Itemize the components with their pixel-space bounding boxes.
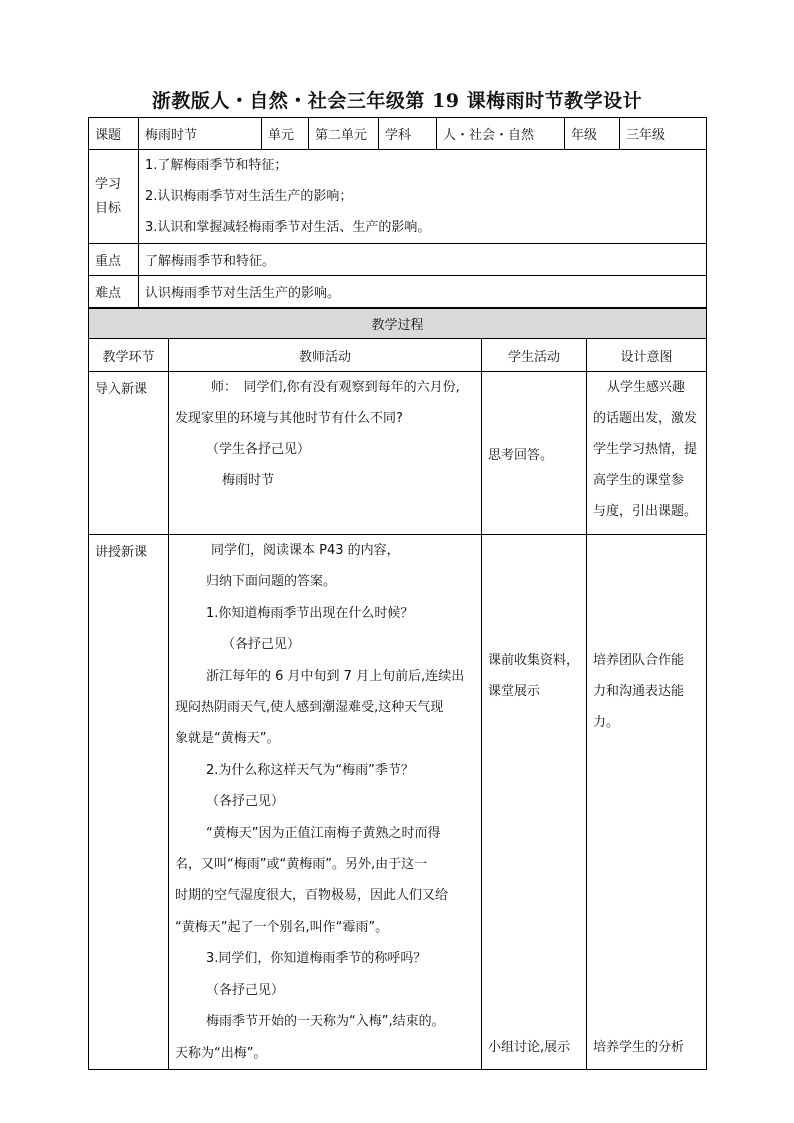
intro-intent: 从学生感兴趣 的话题出发，激发 学生学习热情，提 高学生的课堂参 与度，引出课题。	[587, 372, 707, 535]
subject-value: 人・社会・自然	[437, 118, 565, 150]
key-point-value: 了解梅雨季节和特征。	[139, 244, 707, 276]
teach-intent: 培养团队合作能 力和沟通表达能 力。 培养学生的分析	[587, 535, 707, 1070]
difficulty-label: 难点	[89, 276, 139, 308]
intro-student: 思考回答。	[482, 372, 587, 535]
process-band: 教学过程	[89, 309, 707, 339]
key-point-label: 重点	[89, 244, 139, 276]
header-student: 学生活动	[482, 339, 587, 372]
lesson-info-table	[88, 117, 707, 308]
intro-row	[89, 372, 707, 535]
goal-item: 1.了解梅雨季节和特征；	[145, 158, 288, 173]
difficulty-row	[89, 276, 707, 308]
teach-student-bottom: 小组讨论,展示	[488, 1040, 571, 1055]
process-band-row	[89, 309, 707, 339]
page-title: 浙教版人・自然・社会三年级第 19 课梅雨时节教学设计	[151, 90, 643, 112]
goal-item: 3.认识和掌握减轻梅雨季节对生活、生产的影响。	[145, 220, 431, 235]
subject-label: 学科	[379, 118, 437, 150]
teach-student: 课前收集资料， 课堂展示 小组讨论,展示	[482, 535, 587, 1070]
goals-list	[139, 150, 707, 244]
key-point-row	[89, 244, 707, 276]
teach-stage: 讲授新课	[89, 535, 169, 1070]
teach-row	[89, 535, 707, 1070]
grade-label: 年级	[565, 118, 620, 150]
info-row	[89, 118, 707, 150]
intro-teacher: 师： 同学们,你有没有观察到每年的六月份, 发现家里的环境与其他时节有什么不同? （学生各抒己见） 梅雨时节	[169, 372, 482, 535]
goals-label: 学习 目标	[89, 150, 139, 244]
process-header-row	[89, 339, 707, 372]
teach-teacher: 同学们，阅读课本 P43 的内容， 归纳下面问题的答案。 1.你知道梅雨季节出现在什么时候？ （各抒己见） 浙江每年的 6 月中旬到 7 月上旬前后,连续出 现闷热阴雨天气,使人感到潮湿难受,这种天气现 象就是“黄梅天”。 2.为什么称这样天气为“梅雨”季节？ （各抒己见） “黄梅天”因为正值江南梅子黄熟之时而得 名，又叫“梅雨”或“黄梅雨”。另外,由于这一 时期的空气湿度很大，百物极易，因此人们又给 “黄梅天”起了一个别名,叫作“霉雨”。 3.同学们，你知道梅雨季节的称呼吗？ （各抒己见） 梅雨季节开始的一天称为“入梅”,结束的。 天称为“出梅”。	[169, 535, 482, 1070]
grade-value: 三年级	[620, 118, 707, 150]
teaching-process-table	[88, 308, 707, 1070]
header-intent: 设计意图	[587, 339, 707, 372]
intro-stage: 导入新课	[89, 372, 169, 535]
lesson-label: 课题	[89, 118, 139, 150]
unit-label: 单元	[262, 118, 309, 150]
goals-row	[89, 150, 707, 244]
lesson-value: 梅雨时节	[139, 118, 262, 150]
teach-intent-bottom: 培养学生的分析	[593, 1040, 685, 1055]
difficulty-value: 认识梅雨季节对生活生产的影响。	[139, 276, 707, 308]
header-teacher: 教师活动	[169, 339, 482, 372]
header-stage: 教学环节	[89, 339, 169, 372]
unit-value: 第二单元	[309, 118, 379, 150]
goal-item: 2.认识梅雨季节对生活生产的影响；	[145, 189, 353, 204]
